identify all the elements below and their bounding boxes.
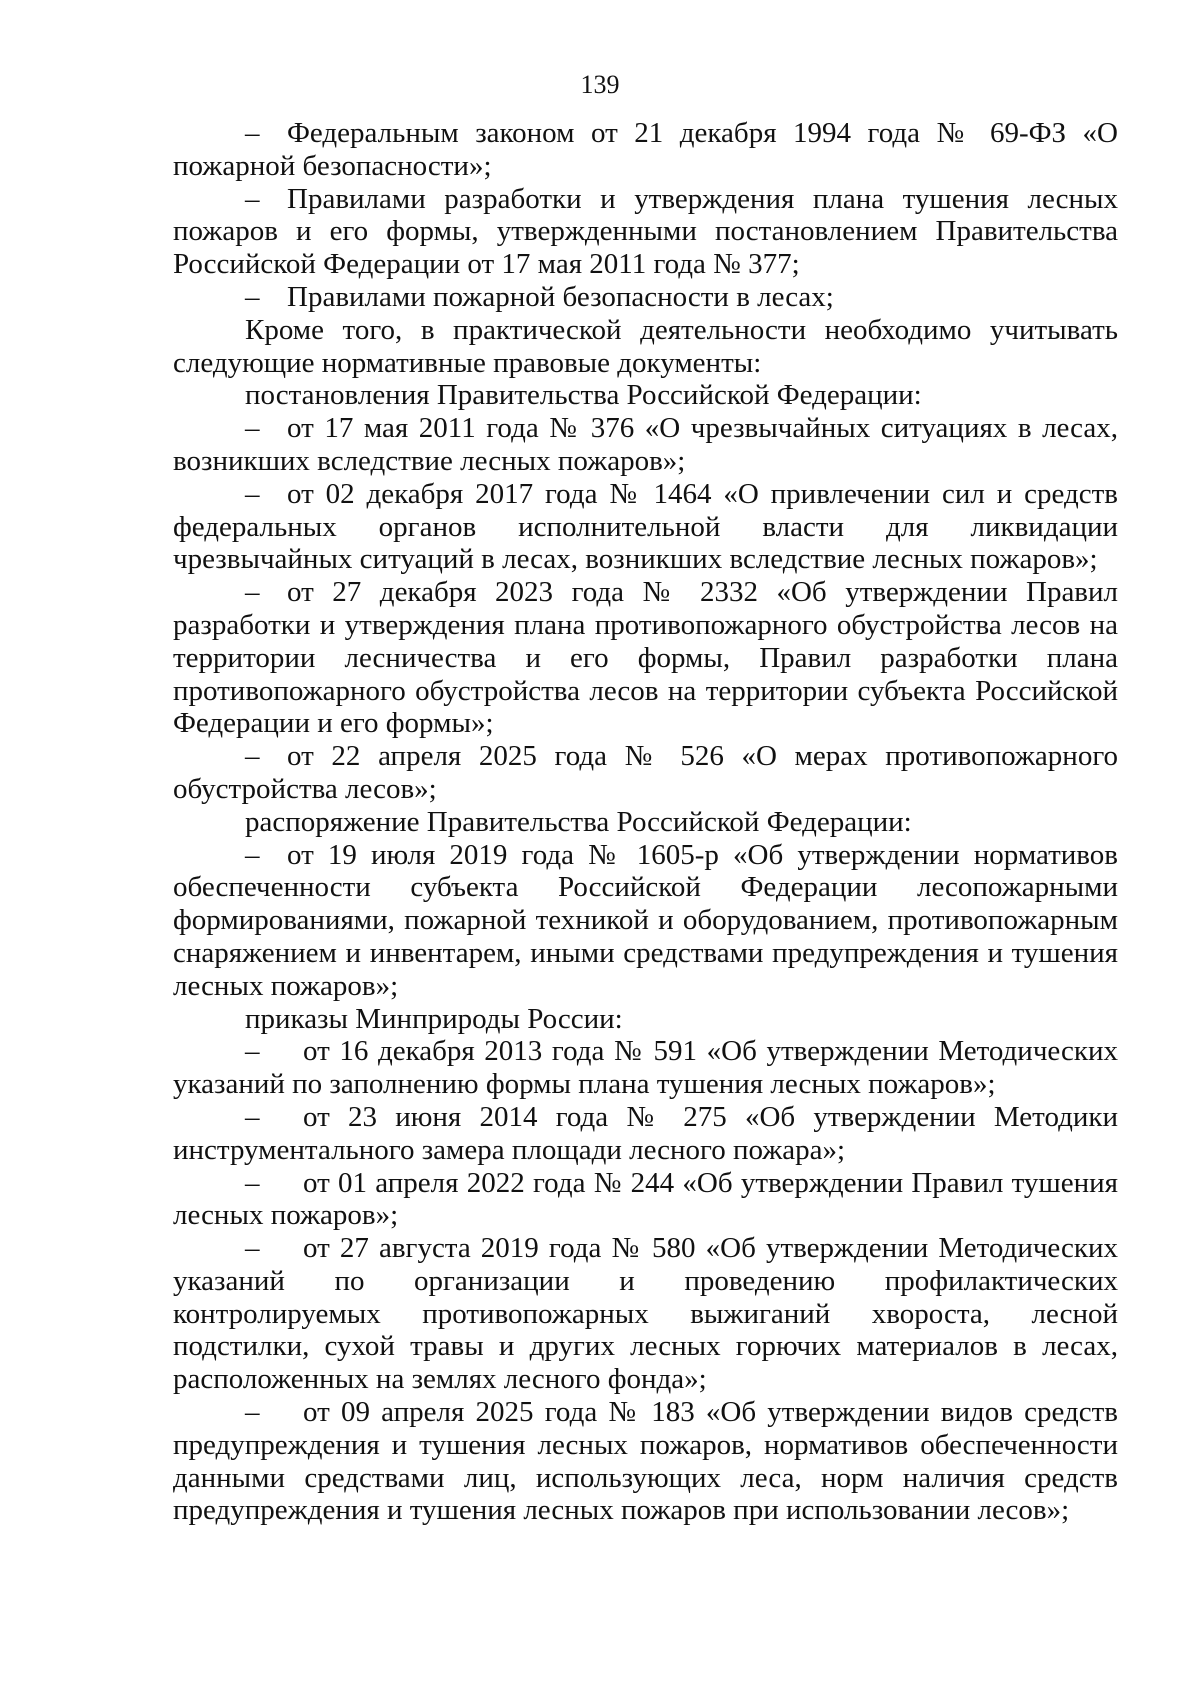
list-dash: – [245, 838, 260, 871]
list-dash: – [245, 117, 260, 149]
paragraph-text: от 23 июня 2014 года № 275 «Об утверждении Методики инструментального замера площади лесного пожара»; [173, 1100, 1118, 1166]
document-body [173, 117, 1118, 1527]
paragraph-text: от 17 мая 2011 года № 376 «О чрезвычайных ситуациях в лесах, возникших вследствие лесных пожаров»; [173, 412, 1118, 477]
paragraph-text: от 16 декабря 2013 года № 591 «Об утверждении Методических указаний по заполнению формы плана тушения лесных пожаров»; [173, 1035, 1118, 1101]
paragraph-text: Правилами пожарной безопасности в лесах; [287, 280, 834, 313]
paragraph-resolution-1464 [173, 478, 1118, 576]
paragraph-text: Правилами разработки и утверждения плана тушения лесных пожаров и его формы, утвержденными постановлением Правительства Российской Федерации от 17 мая 2011 года № 377; [173, 182, 1118, 281]
section-heading-government-resolutions [173, 379, 1118, 412]
paragraph-text: от 01 апреля 2022 года № 244 «Об утверждении Правил тушения лесных пожаров»; [173, 1166, 1118, 1232]
paragraph-text: распоряжение Правительства Российской Федерации: [245, 805, 912, 838]
paragraph-resolution-2332 [173, 576, 1118, 740]
page-number: 139 [580, 70, 620, 99]
list-dash: – [245, 576, 260, 609]
paragraph-fire-safety-rules [173, 281, 1118, 314]
paragraph-order-183 [173, 1396, 1118, 1527]
paragraph-text: Кроме того, в практической деятельности необходимо учитывать следующие нормативные правовые документы: [173, 313, 1118, 379]
list-dash: – [245, 740, 260, 773]
paragraph-text: приказы Минприроды России: [245, 1002, 623, 1035]
paragraph-text: Федеральным законом от 21 декабря 1994 года № 69-ФЗ «О пожарной безопасности»; [173, 117, 1118, 182]
section-heading-ministry-orders [173, 1003, 1118, 1036]
list-dash: – [245, 1166, 260, 1199]
paragraph-resolution-526 [173, 740, 1118, 806]
paragraph-text: от 27 декабря 2023 года № 2332 «Об утверждении Правил разработки и утверждения плана противопожарного обустройства лесов на территории лесничества и его формы, Правил разработки плана противопожарного обустройства лесов на территории субъекта Российской Федерации и его формы»; [173, 576, 1118, 740]
paragraph-fz69 [173, 117, 1118, 183]
paragraph-text: от 19 июля 2019 года № 1605-р «Об утверждении нормативов обеспеченности субъекта Российской Федерации лесопожарными формированиями, пожарной техникой и оборудованием, противопожарным снаряжением и инвентарем, иными средствами предупреждения и тушения лесных пожаров»; [173, 838, 1118, 1002]
paragraph-intro [173, 314, 1118, 380]
paragraph-order-591 [173, 1035, 1118, 1101]
list-dash: – [245, 477, 260, 510]
list-dash: – [245, 1396, 260, 1429]
paragraph-text: постановления Правительства Российской Федерации: [245, 379, 922, 412]
list-dash: – [245, 1035, 260, 1068]
paragraph-text: от 09 апреля 2025 года № 183 «Об утверждении видов средств предупреждения и тушения лесных пожаров, нормативов обеспеченности данными средствами лиц, использующих леса, норм наличия средств предупреждения и тушения лесных пожаров при использовании лесов»; [173, 1396, 1118, 1527]
paragraph-rules-plan [173, 183, 1118, 281]
section-heading-government-order [173, 806, 1118, 839]
paragraph-order-580 [173, 1232, 1118, 1396]
paragraph-order-275 [173, 1101, 1118, 1167]
paragraph-order-244 [173, 1167, 1118, 1233]
paragraph-text: от 27 августа 2019 года № 580 «Об утверждении Методических указаний по организации и проведению профилактических контролируемых противопожарных выжиганий хвороста, лесной подстилки, сухой травы и других лесных горючих материалов в лесах, расположенных на землях лесного фонда»; [173, 1232, 1118, 1396]
paragraph-text: от 02 декабря 2017 года № 1464 «О привлечении сил и средств федеральных органов исполнительной власти для ликвидации чрезвычайных ситуаций в лесах, возникших вследствие лесных пожаров»; [173, 477, 1118, 576]
paragraph-order-1605r [173, 839, 1118, 1003]
list-dash: – [245, 280, 260, 313]
paragraph-text: от 22 апреля 2025 года № 526 «О мерах противопожарного обустройства лесов»; [173, 740, 1118, 805]
list-dash: – [245, 1100, 260, 1133]
list-dash: – [245, 1232, 260, 1265]
list-dash: – [245, 182, 260, 215]
paragraph-resolution-376 [173, 412, 1118, 478]
list-dash: – [245, 412, 260, 445]
